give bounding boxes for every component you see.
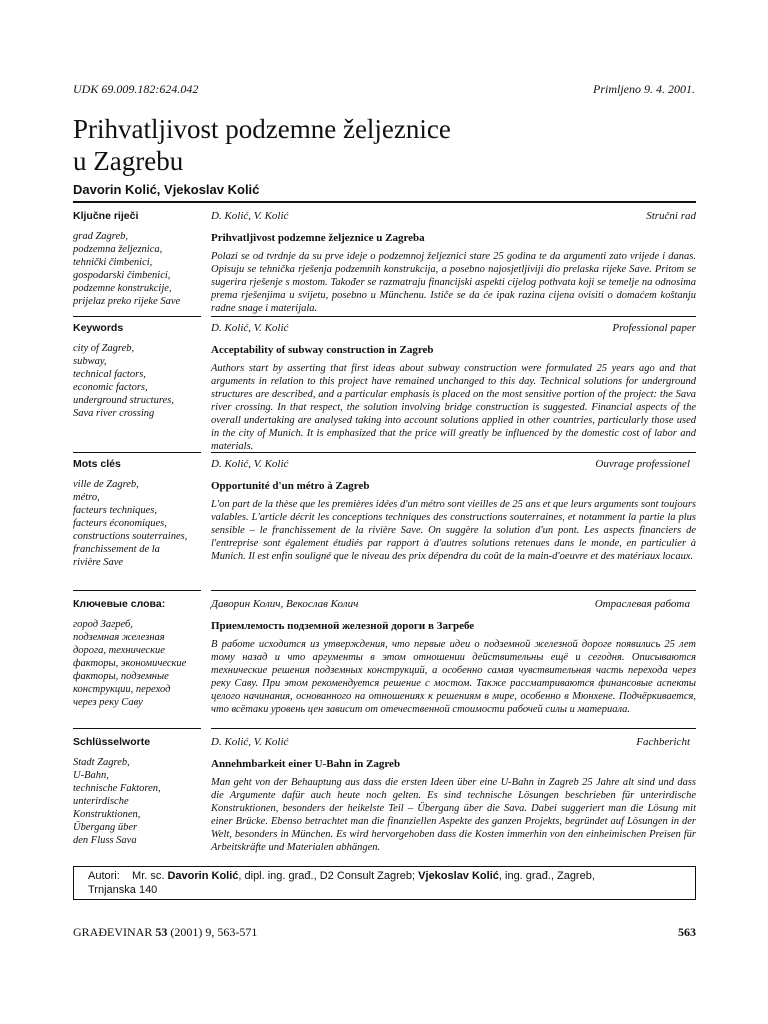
abstract-text: Polazi se od tvrdnje da su prve ideje o podzemnoj željeznici stare 25 godina te da argumenti zato vrijede i danas. Opisuju se tehnička rješenja podzemnih konstrukcija, a posebno najosjetljiviji dio prelaska rijeke Save. Pritom se sugerira rješenje s mostom. Također se razmatraju financijski aspekti cijelog pothvata koji se temelje na odnosima prema rješenjima u svijetu, posebno u Münchenu. Ističe se da će ipak razina cijena ovisiti o domaćem koštanju radne snage i materijala. bbox=[211, 251, 696, 314]
abstract-text: L'on part de la thèse que les premières idées d'un métro sont vieilles de 25 ans et que leurs arguments sont toujours valables. L'article décrit les conceptions techniques des constructions souterraines, et notamment la partie la plus sensible – le franchissement de la rivière Save. On suggère la solution d'un pont. Les aspects financiers de l'entreprise sont également étudiés par rapport à d'autres solutions retenues dans le monde, en particulier à Munich. Il est enfin souligné que le niveau des prix dépendra du coût de la main-d'oeuvre et des matériaux locaux. bbox=[211, 499, 697, 562]
paper-type: Stručni rad bbox=[646, 210, 696, 222]
keywords-heading: Keywords bbox=[73, 322, 124, 334]
abstract-title: Prihvatljivost podzemne željeznice u Zagreba bbox=[211, 232, 425, 244]
keywords-list: ville de Zagreb, métro, facteurs techniques, facteurs économiques, constructions souterraines, franchissement de la rivière Save bbox=[73, 479, 188, 568]
page-number: 563 bbox=[678, 925, 696, 939]
abstract-text: Man geht von der Behauptung aus dass die ersten Ideen über eine U-Bahn in Zagreb 25 Jahre alt sind und dass die Argumente dafür auch heute noch gelten. Es sind technische Lösungen beschrieben für unterirdische Konstruktionen, besonders der heikelste Teil – Übergang über die Sava. Dabei suggeriert man die Lösung mit einer Brücke. Ebenso betrachtet man die finanziellen Aspekte des ganzen Projekts, begründet auf Lösungen in der Welt, besonders in München. Es wird hervorgehoben dass die Kosten immerhin von den einheimischen Preisen für Arbeitskräfte und Materialen abhängen. bbox=[211, 777, 696, 853]
keywords-heading: Ključne riječi bbox=[73, 210, 139, 222]
abstract-authors: D. Kolić, V. Kolić bbox=[211, 210, 289, 222]
page-footer bbox=[73, 925, 696, 940]
title-rule bbox=[73, 201, 696, 203]
keywords-heading: Schlüsselworte bbox=[73, 736, 151, 748]
author-name: Davorin Kolić bbox=[167, 870, 239, 882]
abstract-title: Приемлемость подземной железной дороги в Загребе bbox=[211, 620, 475, 632]
journal-volume: 53 bbox=[155, 925, 168, 939]
udk-code: UDK 69.009.182:624.042 bbox=[73, 82, 199, 96]
section-divider bbox=[73, 728, 696, 729]
journal-name: GRAĐEVINAR bbox=[73, 925, 153, 939]
keywords-heading: Ключевые слова: bbox=[73, 598, 166, 610]
section-divider bbox=[73, 590, 696, 591]
abstract-text: В работе исходится из утверждения, что первые идеи о подземной железной дороге появились 25 лет тому назад и что аргументы в этом отношении действительны ещё и сегодня. Описываются технические решения подземных конструкций, а особенно самая чувствительная часть перехода через реку Саву. При этом рекомендуется решение с мостом. Также рассматриваются финансовые аспекты целого начинания, основанного на отношениях к решениям в мире, особенно в Мюнхене. Подчёркивается, что всётаки уровень цен зависит от отечественной стоимости рабочей силы и материала. bbox=[211, 639, 696, 715]
journal-issue: (2001) 9, 563-571 bbox=[167, 925, 258, 939]
paper-type: Отраслевая работа bbox=[594, 598, 690, 610]
paper-authors: Davorin Kolić, Vjekoslav Kolić bbox=[73, 182, 260, 197]
abstract-authors: D. Kolić, V. Kolić bbox=[211, 736, 289, 748]
header-meta bbox=[73, 82, 695, 97]
abstract-authors: D. Kolić, V. Kolić bbox=[211, 458, 289, 470]
paper-type: Fachbericht bbox=[636, 736, 690, 748]
keywords-list: grad Zagreb, podzemna željeznica, tehnički čimbenici, gospodarski čimbenici, podzemne konstrukcije, prijelaz preko rijeke Save bbox=[73, 231, 181, 307]
abstract-title: Opportunité d'un métro à Zagreb bbox=[211, 480, 370, 492]
paper-title: Prihvatljivost podzemne željeznice u Zagrebu bbox=[73, 114, 451, 176]
author-name: Vjekoslav Kolić bbox=[418, 870, 499, 882]
keywords-list: city of Zagreb, subway, technical factors, economic factors, underground structures, Sava river crossing bbox=[73, 343, 174, 419]
paper-type: Ouvrage professionel bbox=[595, 458, 690, 470]
abstract-authors: D. Kolić, V. Kolić bbox=[211, 322, 289, 334]
received-date: Primljeno 9. 4. 2001. bbox=[593, 82, 695, 96]
abstract-authors: Даворин Колич, Векослав Колич bbox=[211, 598, 359, 610]
abstract-title: Annehmbarkeit einer U-Bahn in Zagreb bbox=[211, 758, 401, 770]
keywords-list: Stadt Zagreb, U-Bahn, technische Faktoren, unterirdische Konstruktionen, Übergang über den Fluss Sava bbox=[73, 757, 161, 846]
abstract-title: Acceptability of subway construction in Zagreb bbox=[211, 344, 434, 356]
keywords-heading: Mots clés bbox=[73, 458, 121, 470]
abstract-text: Authors start by asserting that first ideas about subway construction were formulated 25 years ago and that arguments in relation to this project have remained unchanged to this day. Technical solutions for underground structures are described, and a particular emphasis is placed on the most sensitive portion of the project: the Sava river crossing. In that respect, the solution involving bridge construction is suggested. Financial aspects of the overall undertaking are analysed taking into account solutions applied in other countries, particularly those used in the city of Munich. It is emphasized that the price will greatly be influenced by the domestic cost of labor and materials. bbox=[211, 363, 696, 452]
keywords-list: город Загреб, подземная железная дорога, технические факторы, экономические факторы, подземные конструкции, переход через реку Саву bbox=[73, 619, 187, 708]
author-affiliation-box: Autori: Mr. sc. Davorin Kolić, dipl. ing. građ., D2 Consult Zagreb; Vjekoslav Kolić, ing. građ., Zagreb, Trnjanska 140 bbox=[73, 866, 696, 900]
paper-type: Professional paper bbox=[612, 322, 696, 334]
